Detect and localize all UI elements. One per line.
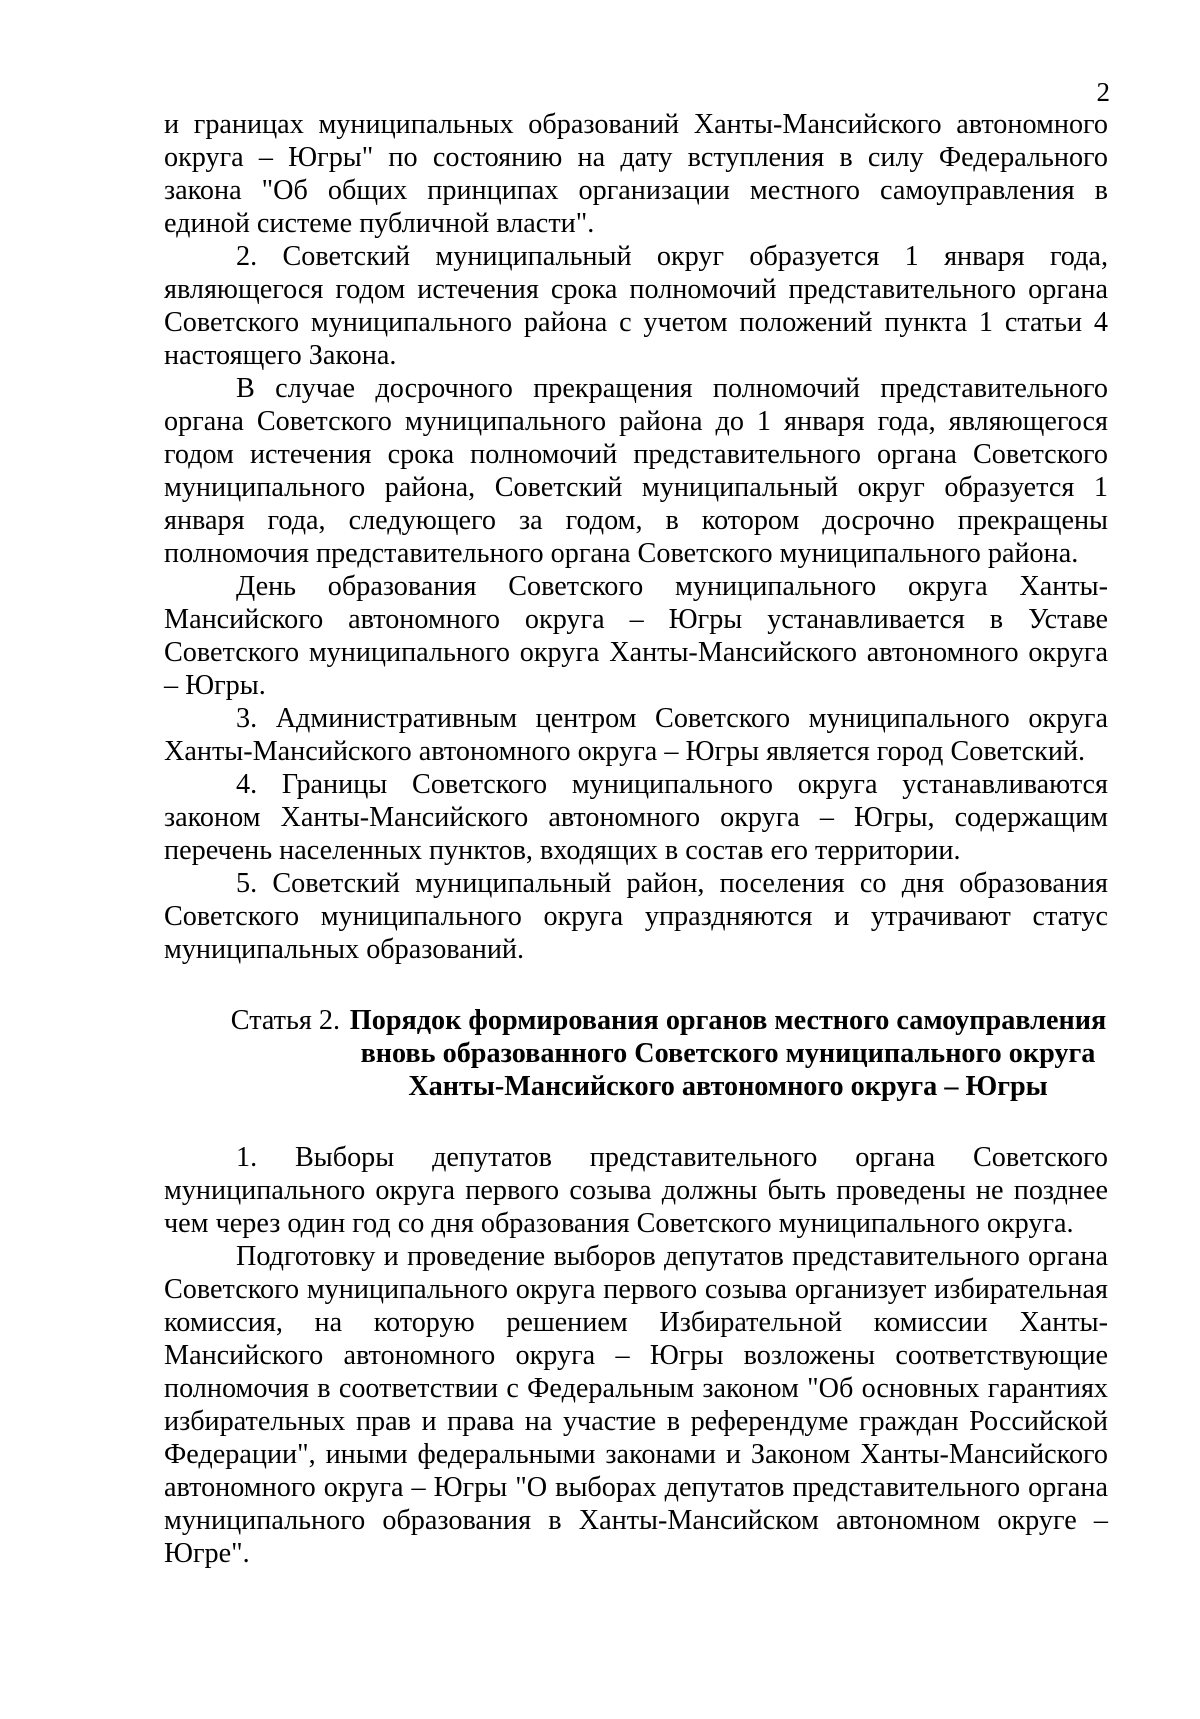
paragraph-clause-2: 2. Советский муниципальный округ образуется 1 января года, являющегося годом истечения срока полномочий представительного органа Советского муниципального района с учетом положений пункта 1 статьи 4 настоящего Закона. bbox=[164, 241, 1108, 371]
paragraph-clause-5: 5. Советский муниципальный район, поселения со дня образования Советского муниципального округа упраздняются и утрачивают статус муниципальных образований. bbox=[164, 868, 1108, 965]
article-title-line: вновь образованного Советского муниципального округа bbox=[360, 1038, 1096, 1069]
paragraph-clause-4: 4. Границы Советского муниципального округа устанавливаются законом Ханты-Мансийского автономного округа – Югры, содержащим перечень населенных пунктов, входящих в состав его территории. bbox=[164, 769, 1108, 866]
paragraph-formation-day: День образования Советского муниципального округа Ханты-Мансийского автономного округа – Югры устанавливается в Уставе Советского муниципального округа Ханты-Мансийского автономного округа – Югры. bbox=[164, 571, 1108, 701]
article-title-line: Порядок формирования органов местного самоуправления bbox=[349, 1005, 1107, 1036]
paragraph-election-commission: Подготовку и проведение выборов депутатов представительного органа Советского муниципального округа первого созыва организует избирательная комиссия, на которую решением Избирательной комиссии Ханты-Мансийского автономного округа – Югры возложены соответствующие полномочия в соответствии с Федеральным законом "Об основных гарантиях избирательных прав и права на участие в референдуме граждан Российской Федерации", иными федеральными законами и Законом Ханты-Мансийского автономного округа – Югры "О выборах депутатов представительного органа муниципального образования в Ханты-Мансийском автономном округе – Югре". bbox=[164, 1241, 1108, 1569]
page-number: 2 bbox=[1096, 77, 1110, 107]
paragraph-continuation: и границах муниципальных образований Ханты-Мансийского автономного округа – Югры" по состоянию на дату вступления в силу Федерального закона "Об общих принципах организации местного самоуправления в единой системе публичной власти". bbox=[164, 109, 1108, 239]
article-title-line: Ханты-Мансийского автономного округа – Югры bbox=[408, 1071, 1048, 1102]
article-label: Статья 2. bbox=[230, 1005, 340, 1036]
article-heading bbox=[164, 1004, 1108, 1103]
paragraph-early-termination: В случае досрочного прекращения полномочий представительного органа Советского муниципального района до 1 января года, являющегося годом истечения срока полномочий представительного органа Советского муниципального района, Советский муниципальный округ образуется 1 января года, следующего за годом, в котором досрочно прекращены полномочия представительного органа Советского муниципального района. bbox=[164, 373, 1108, 569]
paragraph-elections: 1. Выборы депутатов представительного органа Советского муниципального округа первого созыва должны быть проведены не позднее чем через один год со дня образования Советского муниципального округа. bbox=[164, 1142, 1108, 1239]
article-title bbox=[348, 1004, 1108, 1103]
paragraph-clause-3: 3. Административным центром Советского муниципального округа Ханты-Мансийского автономного округа – Югры является город Советский. bbox=[164, 703, 1108, 767]
document-body bbox=[164, 108, 1108, 1570]
